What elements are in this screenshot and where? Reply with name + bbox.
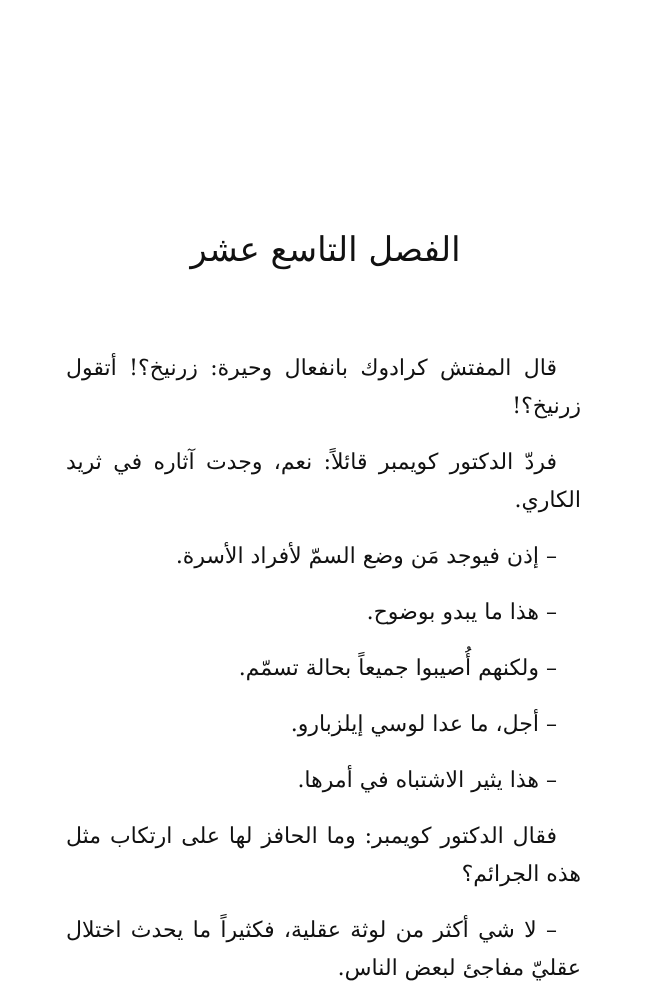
dialogue-line: – ولكنهم أُصيبوا جميعاً بحالة تسمّم. [238,656,557,681]
paragraph-inspector: قال المفتش كرادوك بانفعال وحيرة: زرنيخ؟! أتقول زرنيخ؟! [66,356,581,419]
dialogue-line: – أجل، ما عدا لوسي إيلزبارو. [290,712,557,737]
paragraph-doctor-reply: فردّ الدكتور كويمبر قائلاً: نعم، وجدت آثاره في ثريد الكاري. [66,450,581,513]
dialogue-line-final: – لا شي أكثر من لوثة عقلية، فكثيراً ما يحدث اختلال عقليّ مفاجئ لبعض الناس. [66,918,581,981]
dialogue-line: – إذن فيوجد مَن وضع السمّ لأفراد الأسرة. [175,544,557,569]
paragraph-doctor-question: فقال الدكتور كويمبر: وما الحافز لها على ارتكاب مثل هذه الجرائم؟ [66,824,581,887]
dialogue-line: – هذا يثير الاشتباه في أمرها. [297,768,557,793]
chapter-body [66,350,581,1006]
chapter-title: الفصل التاسع عشر [190,230,461,270]
dialogue-line: – هذا ما يبدو بوضوح. [366,600,557,625]
